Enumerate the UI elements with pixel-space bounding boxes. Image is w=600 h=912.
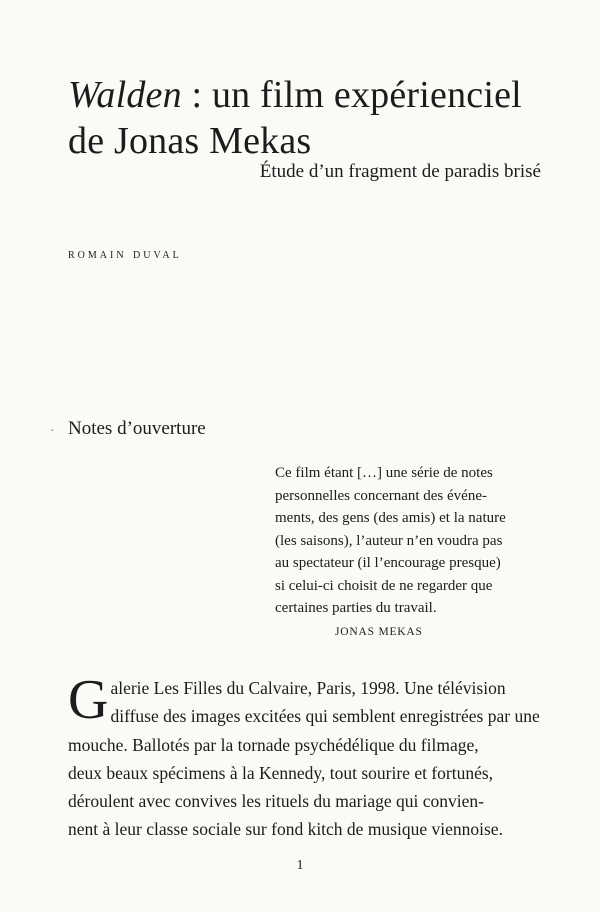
author-name: romain duval	[68, 247, 182, 262]
epigraph	[275, 462, 565, 643]
epigraph-line: certaines parties du travail.	[275, 600, 437, 616]
epigraph-line: si celui-ci choisit de ne regarder que	[275, 577, 493, 594]
title-line-1-rest: : un film expérienciel	[181, 74, 522, 116]
section-bullet: ·	[50, 424, 55, 439]
epigraph-line: au spectateur (il l’encourage presque)	[275, 555, 501, 571]
body-line: alerie Les Filles du Calvaire, Paris, 1998. Une télévision	[110, 678, 506, 698]
title-film-name: Walden	[68, 74, 182, 116]
epigraph-line: Ce film étant […] une série de notes	[275, 465, 493, 481]
title-line-1	[68, 72, 548, 118]
epigraph-line: (les saisons), l’auteur n’en voudra pas	[275, 532, 503, 549]
body-line: nent à leur classe sociale sur fond kitch de musique viennoise.	[68, 819, 503, 840]
body-line: diffuse des images excitées qui semblent enregistrées par une	[110, 706, 540, 727]
epigraph-line: ments, des gens (des amis) et la nature	[275, 510, 506, 526]
epigraph-line: personnelles concernant des événe-	[275, 487, 487, 504]
section-heading: Notes d’ouverture	[68, 418, 206, 439]
body-paragraph	[68, 669, 548, 844]
article-subtitle: Étude d’un fragment de paradis brisé	[259, 161, 541, 182]
page-number: 1	[296, 858, 304, 873]
body-line: déroulent avec convives les rituels du mariage qui convien-	[68, 791, 484, 812]
title-line-2: de Jonas Mekas	[68, 120, 312, 162]
drop-cap: G	[68, 669, 109, 731]
article-title	[68, 72, 548, 164]
epigraph-attribution: JONAS MEKAS	[335, 625, 423, 638]
body-line: mouche. Ballotés par la tornade psychédélique du filmage,	[68, 734, 479, 755]
body-line: deux beaux spécimens à la Kennedy, tout sourire et fortunés,	[68, 762, 494, 783]
